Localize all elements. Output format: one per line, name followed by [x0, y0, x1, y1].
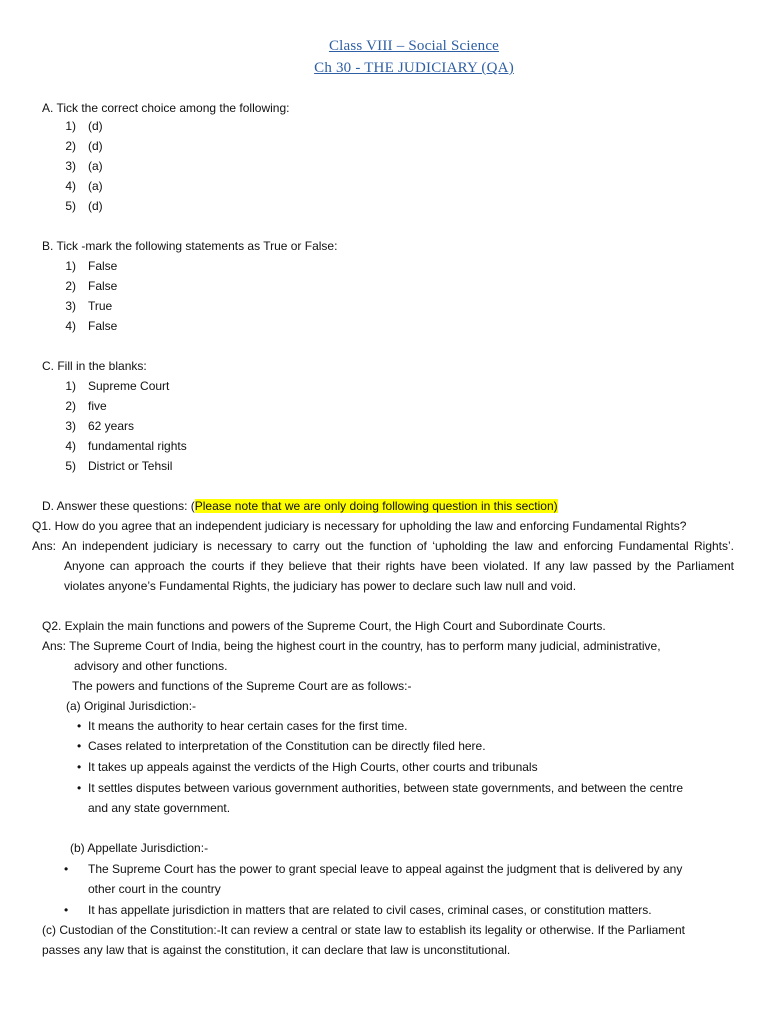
list-item-number: 1) — [65, 259, 76, 273]
answer-1 — [64, 536, 734, 596]
answer-1-text: An independent judiciary is necessary to carry out the function of ‘upholding the law and enforcing Fundamental Rights’. Anyone can approach the courts if they believe that their rights have been violated. If any law passed by the Parliament violates anyone’s Fundamental Rights, the judiciary has power to declare such law null and void. — [62, 539, 734, 593]
answer-2-line-3: The powers and functions of the Supreme Court are as follows:- — [72, 679, 412, 693]
list-item: It has appellate jurisdiction in matters that are related to civil cases, criminal cases, or constitution matters. — [88, 903, 652, 917]
list-item: False — [88, 319, 118, 333]
answer-1-label: Ans: — [32, 539, 57, 553]
list-item-number: 4) — [65, 439, 76, 453]
list-item: (d) — [88, 119, 103, 133]
custodian-line-1: (c) Custodian of the Constitution:-It can review a central or state law to establish its legality or otherwise. If the Parliament — [42, 923, 685, 937]
document-title: Class VIII – Social Science — [328, 38, 500, 54]
list-item: five — [88, 399, 107, 413]
list-item-number: 3) — [65, 159, 76, 173]
bullet-icon: • — [77, 719, 82, 733]
list-item: (d) — [88, 139, 103, 153]
original-jurisdiction-heading: (a) Original Jurisdiction:- — [66, 699, 197, 713]
list-item: True — [88, 299, 113, 313]
list-item-continuation: and any state government. — [88, 801, 231, 815]
section-d-heading-text: D. Answer these questions: — [42, 499, 191, 513]
answer-2-line-2: advisory and other functions. — [74, 659, 228, 673]
list-item-number: 1) — [65, 119, 76, 133]
list-item: (a) — [88, 159, 103, 173]
bullet-icon: • — [64, 862, 69, 876]
list-item: Supreme Court — [88, 379, 170, 393]
section-d-heading — [42, 496, 558, 516]
list-item: It means the authority to hear certain cases for the first time. — [88, 719, 408, 733]
list-item-number: 5) — [65, 199, 76, 213]
bullet-icon: • — [77, 760, 82, 774]
list-item: It takes up appeals against the verdicts of the High Courts, other courts and tribunals — [88, 760, 538, 774]
list-item: 62 years — [88, 419, 135, 433]
custodian-line-2: passes any law that is against the constitution, it can declare that law is unconstitutional. — [42, 943, 511, 957]
list-item-number: 4) — [65, 179, 76, 193]
answer-2-line-1: Ans: The Supreme Court of India, being the highest court in the country, has to perform many judicial, administrative, — [42, 639, 661, 653]
section-a-heading: A. Tick the correct choice among the following: — [42, 101, 290, 115]
list-item: The Supreme Court has the power to grant special leave to appeal against the judgment that is delivered by any — [88, 862, 683, 876]
question-2: Q2. Explain the main functions and powers of the Supreme Court, the High Court and Subordinate Courts. — [42, 619, 606, 633]
list-item-continuation: other court in the country — [88, 882, 221, 896]
section-c-heading: C. Fill in the blanks: — [42, 359, 147, 373]
list-item-number: 1) — [65, 379, 76, 393]
list-item-number: 4) — [65, 319, 76, 333]
list-item: District or Tehsil — [88, 459, 173, 473]
appellate-jurisdiction-heading: (b) Appellate Jurisdiction:- — [70, 841, 209, 855]
document-subtitle: Ch 30 - THE JUDICIARY (QA) — [314, 60, 514, 76]
list-item: It settles disputes between various government authorities, between state governments, and between the centre — [88, 781, 684, 795]
list-item-number: 2) — [65, 139, 76, 153]
question-1: Q1. How do you agree that an independent judiciary is necessary for upholding the law and enforcing Fundamental Rights? — [32, 519, 687, 533]
note-open-paren: ( — [190, 499, 195, 513]
list-item-number: 2) — [65, 399, 76, 413]
list-item: (d) — [88, 199, 103, 213]
bullet-icon: • — [77, 739, 82, 753]
bullet-icon: • — [64, 903, 69, 917]
list-item-number: 3) — [65, 299, 76, 313]
list-item: False — [88, 279, 118, 293]
highlighted-note: Please note that we are only doing following question in this section) — [194, 499, 558, 513]
list-item: fundamental rights — [88, 439, 187, 453]
list-item-number: 5) — [65, 459, 76, 473]
list-item: False — [88, 259, 118, 273]
list-item-number: 2) — [65, 279, 76, 293]
section-b-heading: B. Tick -mark the following statements as True or False: — [42, 239, 338, 253]
list-item: Cases related to interpretation of the Constitution can be directly filed here. — [88, 739, 486, 753]
bullet-icon: • — [77, 781, 82, 795]
list-item: (a) — [88, 179, 103, 193]
list-item-number: 3) — [65, 419, 76, 433]
